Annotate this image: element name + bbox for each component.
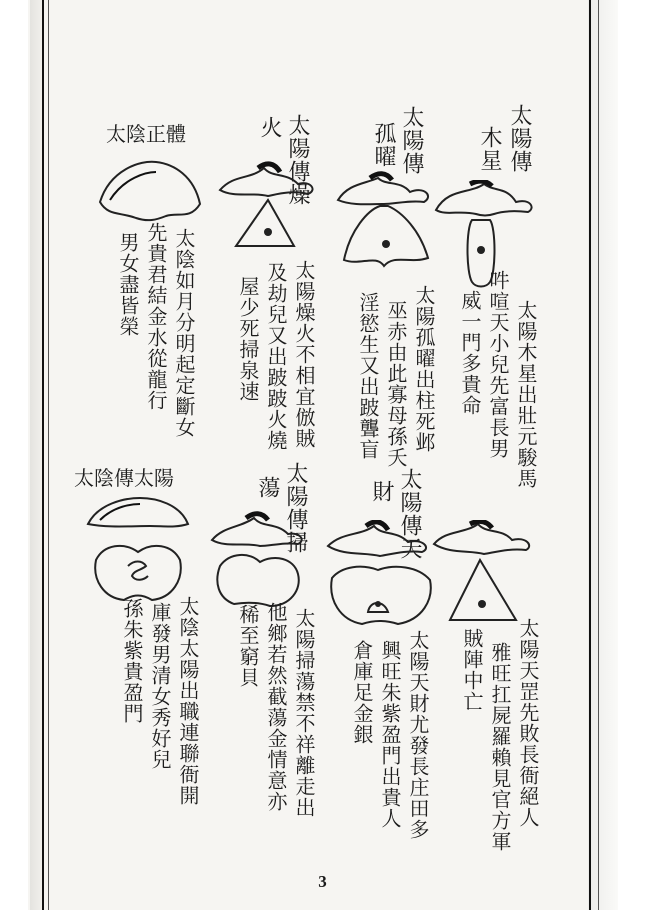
entry-title-main: 太陰傳太陽 (74, 466, 174, 490)
right-border-line-inner (598, 0, 599, 910)
entry-title-sub: 火 (257, 116, 282, 139)
verse-line: 太陽孤曜出柱死邺 (412, 285, 436, 453)
moon-figure (90, 150, 210, 230)
right-border-line (589, 0, 591, 910)
entry-title-main: 太陽傳燥 (285, 114, 310, 206)
verse-line: 吽喧天小兒先富長男 (486, 270, 510, 459)
gutter-line (42, 0, 44, 910)
verse-line: 及劫兒又出跛跛火燒 (264, 262, 288, 451)
verse-line: 太陽天罡先敗長衙絕人 (516, 618, 540, 828)
verse-line: 屋少死掃泉速 (236, 276, 260, 402)
verse-line: 太陽燥火不相宜倣賊 (292, 260, 316, 449)
verse-line: 孫朱紫貴盈門 (120, 598, 144, 724)
verse-line: 賊陣中亡 (460, 628, 484, 712)
entry-title-main: 太陽傳天 (397, 468, 422, 560)
entry-title-main: 太陽傳 (399, 106, 424, 175)
gutter-line-inner (48, 0, 49, 910)
verse-line: 興旺朱紫盈門出貴人 (378, 640, 402, 829)
verse-line: 威一門多貴命 (458, 290, 482, 416)
page-edge (588, 0, 618, 910)
entry-title-sub: 木星 (477, 126, 502, 172)
verse-line: 庫發男清女秀好兒 (148, 602, 172, 770)
entry-title-main: 太陽傳 (507, 104, 532, 173)
verse-line: 先貴君結金水從龍行 (144, 222, 168, 411)
verse-line: 太陰太陽出職連聯衙開 (176, 596, 200, 806)
verse-line: 太陽掃蕩禁不祥離走出 (292, 608, 316, 818)
verse-line: 太陰如月分明起定斷女 (172, 228, 196, 438)
verse-line: 巫赤由此寡母孫夭 (384, 300, 408, 468)
mountain-figure (430, 520, 540, 630)
verse-line: 他鄉若然截蕩金情意亦 (264, 602, 288, 812)
entry-title-main: 太陽傳掃 (283, 462, 308, 554)
verse-line: 倉庫足金銀 (350, 640, 374, 745)
verse-line: 太陽木星出壯元駿馬 (514, 300, 538, 489)
verse-line: 淫慾生又出跛聾盲 (356, 292, 380, 460)
mountain-figure (330, 170, 440, 290)
verse-line: 太陽天財尤發長庄田多 (406, 630, 430, 840)
page-number: 3 (318, 872, 327, 891)
entry-title-sub: 蕩 (255, 476, 280, 499)
verse-line: 男女盡皆榮 (116, 232, 140, 337)
mountain-figure (214, 160, 324, 270)
entry-title-sub: 財 (369, 480, 394, 503)
verse-line: 雅旺扛屍羅賴見官方軍 (488, 642, 512, 852)
entry-title-main: 太陰正體 (106, 122, 186, 146)
entry-title-sub: 孤曜 (371, 122, 396, 168)
verse-line: 稀至窮貝 (236, 604, 260, 688)
